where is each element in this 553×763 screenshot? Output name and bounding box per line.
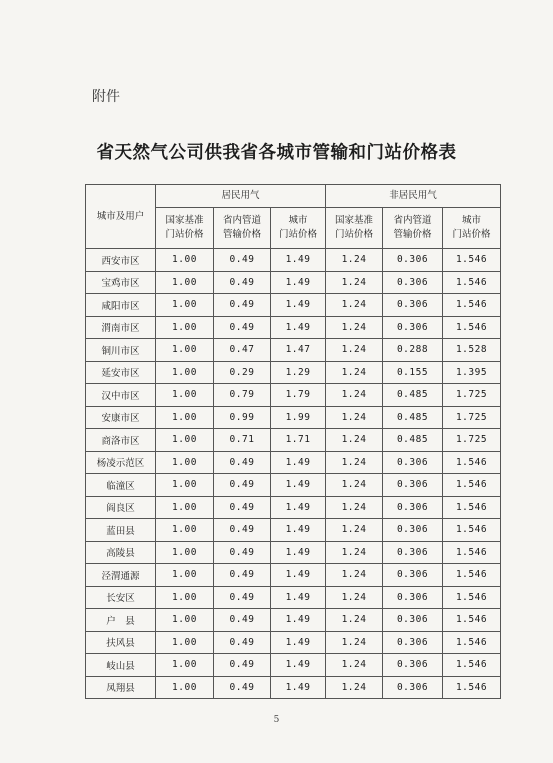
price-cell: 0.306 [383,586,443,609]
price-cell: 0.79 [214,384,271,407]
city-cell: 泾渭通源 [86,564,156,587]
price-cell: 1.546 [443,249,501,272]
price-cell: 1.49 [271,271,326,294]
price-cell: 0.49 [214,654,271,677]
price-cell: 0.49 [214,316,271,339]
price-cell: 0.306 [383,474,443,497]
city-cell: 户 县 [86,609,156,632]
price-cell: 1.24 [326,676,383,699]
price-cell: 0.49 [214,294,271,317]
price-cell: 1.24 [326,586,383,609]
price-cell: 0.29 [214,361,271,384]
price-cell: 0.47 [214,339,271,362]
price-cell: 1.546 [443,519,501,542]
price-cell: 0.49 [214,271,271,294]
table-row [86,609,501,632]
price-cell: 1.00 [156,631,214,654]
price-cell: 1.00 [156,496,214,519]
price-cell: 1.49 [271,654,326,677]
city-cell: 阎良区 [86,496,156,519]
price-cell: 0.49 [214,496,271,519]
price-cell: 0.485 [383,429,443,452]
price-cell: 0.306 [383,294,443,317]
price-cell: 1.725 [443,384,501,407]
price-cell: 0.306 [383,631,443,654]
sub-header: 国家基准 门站价格 [156,208,214,249]
city-cell: 扶风县 [86,631,156,654]
price-cell: 1.49 [271,586,326,609]
city-cell: 渭南市区 [86,316,156,339]
price-cell: 1.00 [156,339,214,362]
price-table-body [86,249,501,699]
price-cell: 1.24 [326,519,383,542]
price-cell: 1.00 [156,541,214,564]
price-cell: 1.99 [271,406,326,429]
price-cell: 1.24 [326,294,383,317]
price-cell: 0.99 [214,406,271,429]
table-row [86,474,501,497]
document-title: 省天然气公司供我省各城市管输和门站价格表 [96,143,457,163]
price-cell: 1.49 [271,496,326,519]
price-cell: 1.725 [443,406,501,429]
price-cell: 1.546 [443,564,501,587]
city-cell: 杨凌示范区 [86,451,156,474]
price-cell: 1.47 [271,339,326,362]
price-cell: 1.00 [156,519,214,542]
price-cell: 1.546 [443,609,501,632]
price-cell: 1.49 [271,609,326,632]
group-header-non-residential: 非居民用气 [326,185,501,208]
price-cell: 0.49 [214,564,271,587]
city-cell: 咸阳市区 [86,294,156,317]
city-cell: 商洛市区 [86,429,156,452]
price-cell: 1.00 [156,249,214,272]
table-row [86,586,501,609]
price-cell: 1.546 [443,271,501,294]
table-row [86,519,501,542]
attachment-label: 附件 [92,89,120,105]
price-cell: 1.49 [271,541,326,564]
price-cell: 1.00 [156,564,214,587]
price-cell: 0.306 [383,249,443,272]
price-cell: 1.49 [271,564,326,587]
price-cell: 1.24 [326,339,383,362]
city-cell: 凤翔县 [86,676,156,699]
price-cell: 1.00 [156,361,214,384]
price-cell: 1.24 [326,384,383,407]
price-cell: 1.546 [443,316,501,339]
price-cell: 0.306 [383,316,443,339]
city-cell: 铜川市区 [86,339,156,362]
price-cell: 0.49 [214,249,271,272]
city-cell: 西安市区 [86,249,156,272]
table-row [86,361,501,384]
city-cell: 安康市区 [86,406,156,429]
price-cell: 1.00 [156,676,214,699]
city-cell: 临潼区 [86,474,156,497]
price-cell: 1.00 [156,384,214,407]
price-cell: 1.49 [271,631,326,654]
price-cell: 0.485 [383,384,443,407]
city-cell: 宝鸡市区 [86,271,156,294]
price-cell: 0.49 [214,541,271,564]
price-cell: 1.24 [326,496,383,519]
price-cell: 0.49 [214,609,271,632]
price-cell: 1.546 [443,631,501,654]
sub-header: 城市 门站价格 [271,208,326,249]
price-cell: 1.49 [271,451,326,474]
price-cell: 1.395 [443,361,501,384]
price-cell: 1.29 [271,361,326,384]
price-cell: 1.49 [271,294,326,317]
city-cell: 岐山县 [86,654,156,677]
city-cell: 蓝田县 [86,519,156,542]
price-cell: 1.24 [326,631,383,654]
price-cell: 0.306 [383,496,443,519]
price-cell: 1.00 [156,406,214,429]
group-header-residential: 居民用气 [156,185,326,208]
price-cell: 1.00 [156,609,214,632]
table-row [86,564,501,587]
table-row [86,384,501,407]
table-row [86,496,501,519]
price-cell: 1.546 [443,654,501,677]
table-row [86,451,501,474]
price-cell: 1.79 [271,384,326,407]
price-cell: 1.528 [443,339,501,362]
price-cell: 1.49 [271,676,326,699]
price-cell: 1.00 [156,586,214,609]
price-cell: 1.24 [326,271,383,294]
price-cell: 1.00 [156,451,214,474]
table-row [86,339,501,362]
price-cell: 1.49 [271,474,326,497]
price-cell: 1.24 [326,249,383,272]
price-cell: 1.546 [443,586,501,609]
price-cell: 0.49 [214,519,271,542]
table-row [86,316,501,339]
price-cell: 1.725 [443,429,501,452]
price-cell: 0.288 [383,339,443,362]
city-cell: 汉中市区 [86,384,156,407]
price-cell: 1.00 [156,294,214,317]
price-cell: 1.24 [326,609,383,632]
city-cell: 延安市区 [86,361,156,384]
price-cell: 1.49 [271,316,326,339]
price-cell: 0.306 [383,451,443,474]
table-row [86,541,501,564]
sub-header: 城市 门站价格 [443,208,501,249]
price-cell: 0.49 [214,676,271,699]
table-row [86,294,501,317]
price-cell: 1.49 [271,519,326,542]
table-row [86,249,501,272]
price-cell: 1.00 [156,316,214,339]
price-cell: 1.546 [443,496,501,519]
price-cell: 1.00 [156,429,214,452]
price-cell: 0.306 [383,271,443,294]
price-cell: 0.306 [383,609,443,632]
price-cell: 0.306 [383,519,443,542]
price-cell: 0.49 [214,451,271,474]
price-cell: 1.24 [326,406,383,429]
price-cell: 0.49 [214,474,271,497]
table-row [86,429,501,452]
table-row [86,676,501,699]
price-cell: 1.24 [326,361,383,384]
price-cell: 1.546 [443,451,501,474]
price-cell: 0.155 [383,361,443,384]
price-cell: 0.306 [383,676,443,699]
price-cell: 1.71 [271,429,326,452]
price-table [85,184,501,699]
corner-header: 城市及用户 [86,185,156,249]
table-row [86,654,501,677]
price-cell: 0.49 [214,631,271,654]
price-cell: 1.00 [156,271,214,294]
city-cell: 高陵县 [86,541,156,564]
price-cell: 0.485 [383,406,443,429]
sub-header: 省内管道 管输价格 [383,208,443,249]
price-cell: 1.546 [443,676,501,699]
table-row [86,631,501,654]
price-cell: 0.306 [383,654,443,677]
price-cell: 1.24 [326,541,383,564]
price-cell: 1.546 [443,541,501,564]
table-row [86,271,501,294]
price-cell: 0.71 [214,429,271,452]
sub-header: 省内管道 管输价格 [214,208,271,249]
price-cell: 0.306 [383,541,443,564]
price-cell: 1.49 [271,249,326,272]
price-cell: 1.24 [326,654,383,677]
sub-header: 国家基准 门站价格 [326,208,383,249]
price-cell: 1.00 [156,474,214,497]
page-number: 5 [273,715,280,725]
city-cell: 长安区 [86,586,156,609]
price-cell: 1.24 [326,429,383,452]
price-cell: 1.24 [326,316,383,339]
price-cell: 1.24 [326,474,383,497]
price-cell: 1.24 [326,451,383,474]
price-cell: 1.546 [443,294,501,317]
price-cell: 1.00 [156,654,214,677]
price-cell: 1.546 [443,474,501,497]
price-cell: 0.49 [214,586,271,609]
table-row [86,406,501,429]
price-cell: 0.306 [383,564,443,587]
price-cell: 1.24 [326,564,383,587]
